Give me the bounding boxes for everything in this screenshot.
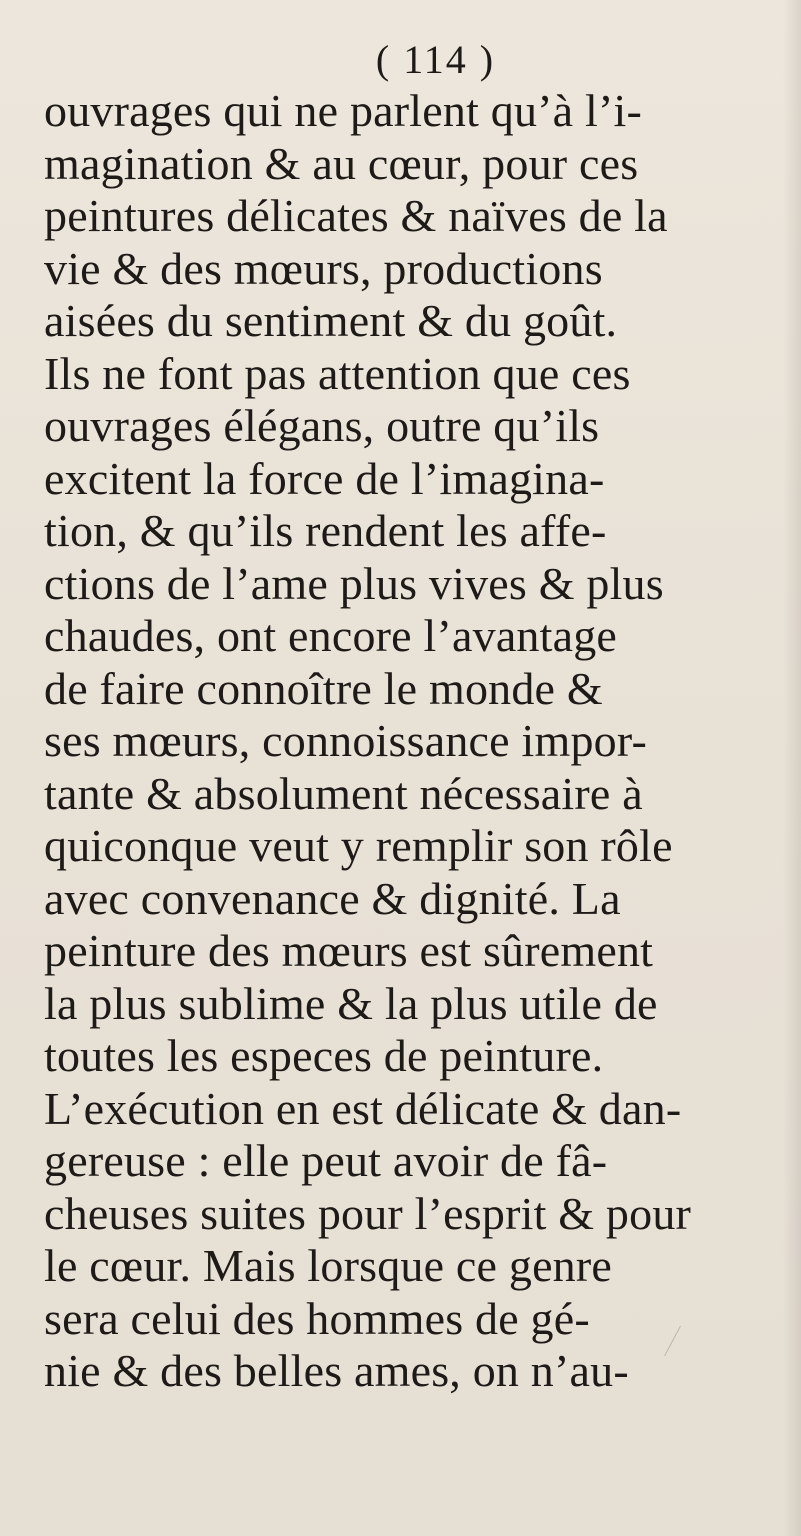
text-line: quiconque veut y remplir son rôle <box>44 820 673 871</box>
text-line: tion, & qu’ils rendent les affe- <box>44 505 607 556</box>
page-edge-shadow <box>783 0 801 1536</box>
text-line: Ils ne font pas attention que ces <box>44 347 631 399</box>
text-line: gereuse : elle peut avoir de fâ- <box>44 1135 608 1186</box>
text-line: chaudes, ont encore l’avantage <box>44 610 618 661</box>
text-line: vie & des mœurs, productions <box>44 242 603 294</box>
text-line: magination & au cœur, pour ces <box>44 137 639 189</box>
text-line: sera celui des hommes de gé- <box>44 1292 590 1344</box>
text-line: excitent la force de l’imagina- <box>44 452 605 504</box>
text-line: avec convenance & dignité. La <box>44 872 621 924</box>
text-line: ctions de l’ame plus vives & plus <box>44 557 664 609</box>
text-line: cheuses suites pour l’esprit & pour <box>44 1187 692 1239</box>
text-line: tante & absolument nécessaire à <box>44 767 643 819</box>
text-line: L’exécution en est délicate & dan- <box>44 1082 682 1134</box>
text-line: ouvrages élégans, outre qu’ils <box>44 400 600 451</box>
stray-pencil-mark <box>664 1326 695 1356</box>
text-line: la plus sublime & la plus utile de <box>44 977 658 1029</box>
text-line: ouvrages qui ne parlent qu’à l’i- <box>44 85 642 136</box>
text-line: de faire connoître le monde & <box>44 662 603 714</box>
page-number: ( 114 ) <box>375 37 496 82</box>
text-line: nie & des belles ames, on n’au- <box>44 1345 629 1396</box>
text-line: peinture des mœurs est sûrement <box>44 925 654 976</box>
text-line: ses mœurs, connoissance impor- <box>44 715 647 766</box>
text-line: peintures délicates & naïves de la <box>44 190 668 241</box>
text-line: toutes les especes de peinture. <box>44 1030 604 1081</box>
text-line: aisées du sentiment & du goût. <box>44 295 618 346</box>
text-line: le cœur. Mais lorsque ce genre <box>44 1240 613 1291</box>
